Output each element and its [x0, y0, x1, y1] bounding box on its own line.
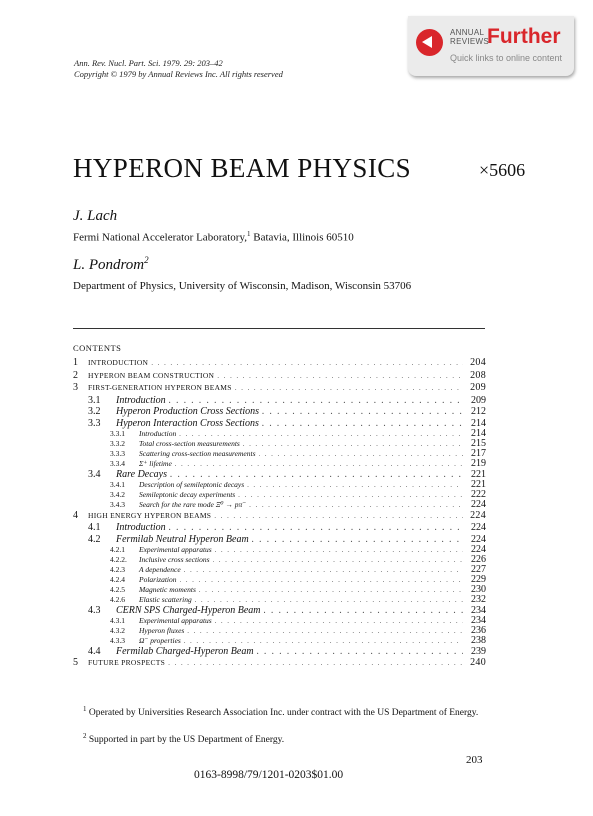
toc-entry-number: 4.3.3	[110, 636, 125, 646]
toc-entry-page: 209	[471, 394, 486, 406]
toc-entry-number: 3.1	[88, 394, 101, 406]
annual-reviews-logo: ANNUAL REVIEWS	[450, 28, 489, 46]
toc-leader-dots	[187, 626, 463, 636]
toc-leader-dots	[169, 522, 463, 533]
toc-entry-number: 3.2	[88, 406, 101, 418]
toc-entry-number: 3	[73, 382, 79, 394]
toc-entry-number: 4	[73, 509, 79, 521]
citation	[74, 58, 283, 80]
toc-entry	[73, 395, 486, 406]
toc-leader-dots	[184, 636, 463, 646]
toc-entry-title: Inclusive cross sections	[139, 555, 210, 565]
toc-entry-page: 208	[470, 369, 486, 381]
toc-entry-page: 214	[471, 417, 486, 429]
toc-entry-title: Search for the rare mode Ξ⁰ → pπ⁻	[139, 499, 247, 509]
toc-entry-title: Introduction	[139, 428, 177, 438]
toc-leader-dots	[215, 545, 463, 555]
article-title: HYPERON BEAM PHYSICS	[73, 153, 412, 183]
toc-entry-title: Semileptonic decay experiments	[139, 490, 236, 500]
citation-line-1: Ann. Rev. Nucl. Part. Sci. 1979. 29: 203–42	[74, 58, 223, 68]
toc-entry-page: 238	[471, 636, 486, 646]
toc-entry-page: 229	[471, 575, 486, 585]
toc-entry-page: 215	[471, 438, 486, 449]
toc-entry	[73, 370, 486, 382]
toc-entry-title: HIGH ENERGY HYPERON BEAMS	[88, 510, 212, 520]
toc-entry-number: 4.3.2	[110, 626, 125, 636]
toc-entry-number: 4.2.2.	[110, 555, 127, 565]
toc-entry	[73, 646, 486, 657]
toc-entry-title: Elastic scattering	[139, 594, 192, 604]
toc-entry-page: 226	[471, 555, 486, 565]
toc-entry-title: Experimental apparatus	[139, 545, 212, 555]
toc-leader-dots	[199, 585, 463, 595]
footnote-2: $^2$ Supported in part by the US Department of Energy.	[83, 732, 285, 746]
toc-entry-number: 3.4.1	[110, 480, 125, 490]
toc-entry-number: 3.4.2	[110, 490, 125, 500]
author-2: L. Pondrom$^2$	[73, 255, 149, 273]
toc-entry-title: Hyperon Interaction Cross Sections	[116, 417, 259, 429]
toc-entry-page: 219	[471, 458, 486, 469]
toc-entry-page: 212	[471, 406, 486, 418]
toc-entry	[73, 429, 486, 439]
toc-entry-page: 234	[471, 604, 486, 616]
toc-entry-title: HYPERON BEAM CONSTRUCTION	[88, 370, 215, 380]
toc-entry-number: 4.3	[88, 604, 101, 616]
toc-entry	[73, 469, 486, 480]
toc-leader-dots	[249, 500, 463, 510]
toc-entry-title: Introduction	[116, 394, 166, 406]
toc-entry-page: 224	[471, 533, 486, 545]
toc-entry	[73, 522, 486, 533]
toc-entry-page: 221	[471, 480, 486, 490]
toc-entry	[73, 636, 486, 646]
toc-entry-title: A dependence	[139, 565, 181, 575]
toc-entry-title: Description of semileptonic decays	[139, 480, 245, 490]
toc-entry-number: 4.3.1	[110, 616, 125, 626]
toc-entry	[73, 459, 486, 469]
issn-code: 0163-8998/79/1201-0203$01.00	[194, 769, 344, 781]
toc-entry-title: Total cross-section measurements	[139, 438, 240, 448]
toc-entry-page: 217	[471, 448, 486, 459]
toc-entry-number: 4.2.6	[110, 594, 125, 604]
toc-entry	[73, 616, 486, 626]
toc-entry	[73, 534, 486, 545]
toc-leader-dots	[195, 595, 463, 605]
toc-leader-dots	[252, 534, 463, 545]
affiliation-1: Fermi National Accelerator Laboratory,$^1$ Batavia, Illinois 60510	[73, 230, 354, 244]
toc-entry-number: 4.4	[88, 646, 101, 657]
toc-leader-dots	[262, 406, 463, 417]
toc-entry-title: Fermilab Neutral Hyperon Beam	[116, 533, 249, 545]
toc-entry-title: Σ⁺ lifetime	[139, 458, 172, 468]
toc-entry-title: Ω⁻ properties	[139, 636, 181, 646]
toc-entry-number: 4.2.1	[110, 545, 125, 555]
toc-entry-title: Magnetic moments	[139, 584, 196, 594]
further-label: Further	[487, 25, 561, 48]
toc-entry-page: 214	[471, 428, 486, 439]
toc-leader-dots	[247, 480, 463, 490]
toc-entry	[73, 565, 486, 575]
toc-entry-number: 3.3.3	[110, 448, 125, 458]
quick-links-text: Quick links to online content	[450, 53, 563, 63]
toc-entry	[73, 490, 486, 500]
toc-entry-number: 3.3	[88, 417, 101, 429]
toc-entry-title: Introduction	[116, 522, 166, 534]
author-1: J. Lach	[73, 208, 118, 224]
affiliation-2: Department of Physics, University of Wisconsin, Madison, Wisconsin 53706	[73, 280, 412, 292]
toc-entry-title: FUTURE PROSPECTS	[88, 658, 166, 668]
toc-entry-number: 4.2.3	[110, 565, 125, 575]
toc-entry-title: INTRODUCTION	[88, 358, 149, 367]
toc-entry-title: Hyperon fluxes	[139, 626, 185, 636]
toc-entry-title: Rare Decays	[116, 468, 167, 480]
toc-leader-dots	[259, 449, 463, 459]
toc-entry	[73, 555, 486, 565]
toc-leader-dots	[180, 575, 463, 585]
toc-entry-title: Hyperon Production Cross Sections	[116, 406, 260, 418]
toc-leader-dots	[215, 616, 463, 626]
toc-entry-title: Polarization	[139, 575, 177, 585]
toc-entry	[73, 626, 486, 636]
toc-entry	[73, 500, 486, 510]
toc-entry-number: 3.3.2	[110, 438, 125, 448]
toc-entry-page: 230	[471, 584, 486, 595]
divider	[73, 328, 485, 329]
toc-entry	[73, 480, 486, 490]
toc-entry-number: 3.3.4	[110, 458, 125, 468]
toc-leader-dots	[179, 429, 463, 439]
toc-leader-dots	[238, 490, 463, 500]
toc-entry-number: 3.3.1	[110, 428, 125, 438]
toc-entry	[73, 605, 486, 616]
toc-entry	[73, 657, 486, 669]
toc-entry	[73, 449, 486, 459]
toc-entry-page: 239	[471, 646, 486, 657]
toc-entry-number: 3.4.3	[110, 499, 125, 509]
toc-leader-dots	[257, 646, 463, 657]
toc-entry-title: FIRST-GENERATION HYPERON BEAMS	[88, 383, 232, 393]
toc-leader-dots	[217, 370, 463, 382]
toc-entry-page: 227	[471, 565, 486, 575]
toc-entry-title: Fermilab Charged-Hyperon Beam	[116, 646, 254, 657]
toc-entry-page: 236	[471, 626, 486, 636]
toc-entry	[73, 382, 486, 394]
toc-entry	[73, 510, 486, 522]
toc-entry-number: 1	[73, 357, 79, 368]
toc-entry	[73, 357, 486, 369]
toc-entry-title: Scattering cross-section measurements	[139, 448, 256, 458]
toc-entry	[73, 595, 486, 605]
toc-leader-dots	[169, 395, 463, 406]
toc-entry-title: CERN SPS Charged-Hyperon Beam	[116, 604, 261, 616]
toc-entry-page: 224	[471, 545, 486, 555]
contents-heading: CONTENTS	[73, 343, 122, 353]
toc-entry-page: 224	[471, 499, 486, 510]
toc-leader-dots	[168, 657, 463, 669]
toc-entry-page: 224	[471, 522, 486, 534]
toc-entry	[73, 585, 486, 595]
toc-entry	[73, 418, 486, 429]
toc-leader-dots	[175, 459, 463, 469]
citation-line-2: Copyright © 1979 by Annual Reviews Inc. All rights reserved	[74, 69, 283, 79]
toc-entry-title: Experimental apparatus	[139, 616, 212, 626]
further-links-badge[interactable]	[408, 16, 574, 76]
toc-entry-page: 232	[471, 594, 486, 605]
toc-entry-page: 234	[471, 616, 486, 626]
back-arrow-icon	[416, 29, 443, 56]
toc-leader-dots	[243, 439, 463, 449]
toc-entry-page: 224	[470, 509, 486, 521]
toc-entry-page: 222	[471, 490, 486, 500]
article-code: ×5606	[479, 160, 526, 180]
toc-leader-dots	[213, 555, 463, 565]
toc-entry-page: 209	[470, 382, 486, 394]
toc-leader-dots	[264, 605, 463, 616]
toc-leader-dots	[262, 418, 463, 429]
toc-entry-number: 3.4	[88, 468, 101, 480]
toc-entry-page: 204	[470, 357, 486, 368]
toc-entry-page: 240	[470, 657, 486, 669]
toc-entry-number: 2	[73, 369, 79, 381]
toc-entry-number: 5	[73, 657, 79, 669]
toc-leader-dots	[214, 510, 463, 522]
toc-entry-number: 4.1	[88, 522, 101, 534]
toc-entry-number: 4.2.4	[110, 575, 125, 585]
toc-leader-dots	[235, 382, 463, 394]
page-number: 203	[466, 754, 483, 766]
toc-leader-dots	[151, 357, 463, 369]
toc-entry	[73, 406, 486, 417]
toc-entry	[73, 439, 486, 449]
toc-entry-number: 4.2	[88, 533, 101, 545]
toc-leader-dots	[184, 565, 463, 575]
toc-entry-number: 4.2.5	[110, 584, 125, 594]
toc-entry	[73, 545, 486, 555]
toc-entry	[73, 575, 486, 585]
footnote-1: $^1$ Operated by Universities Research Association Inc. under contract with the US Department of Energy.	[83, 705, 479, 719]
toc-entry-page: 221	[471, 468, 486, 480]
toc-leader-dots	[170, 469, 463, 480]
